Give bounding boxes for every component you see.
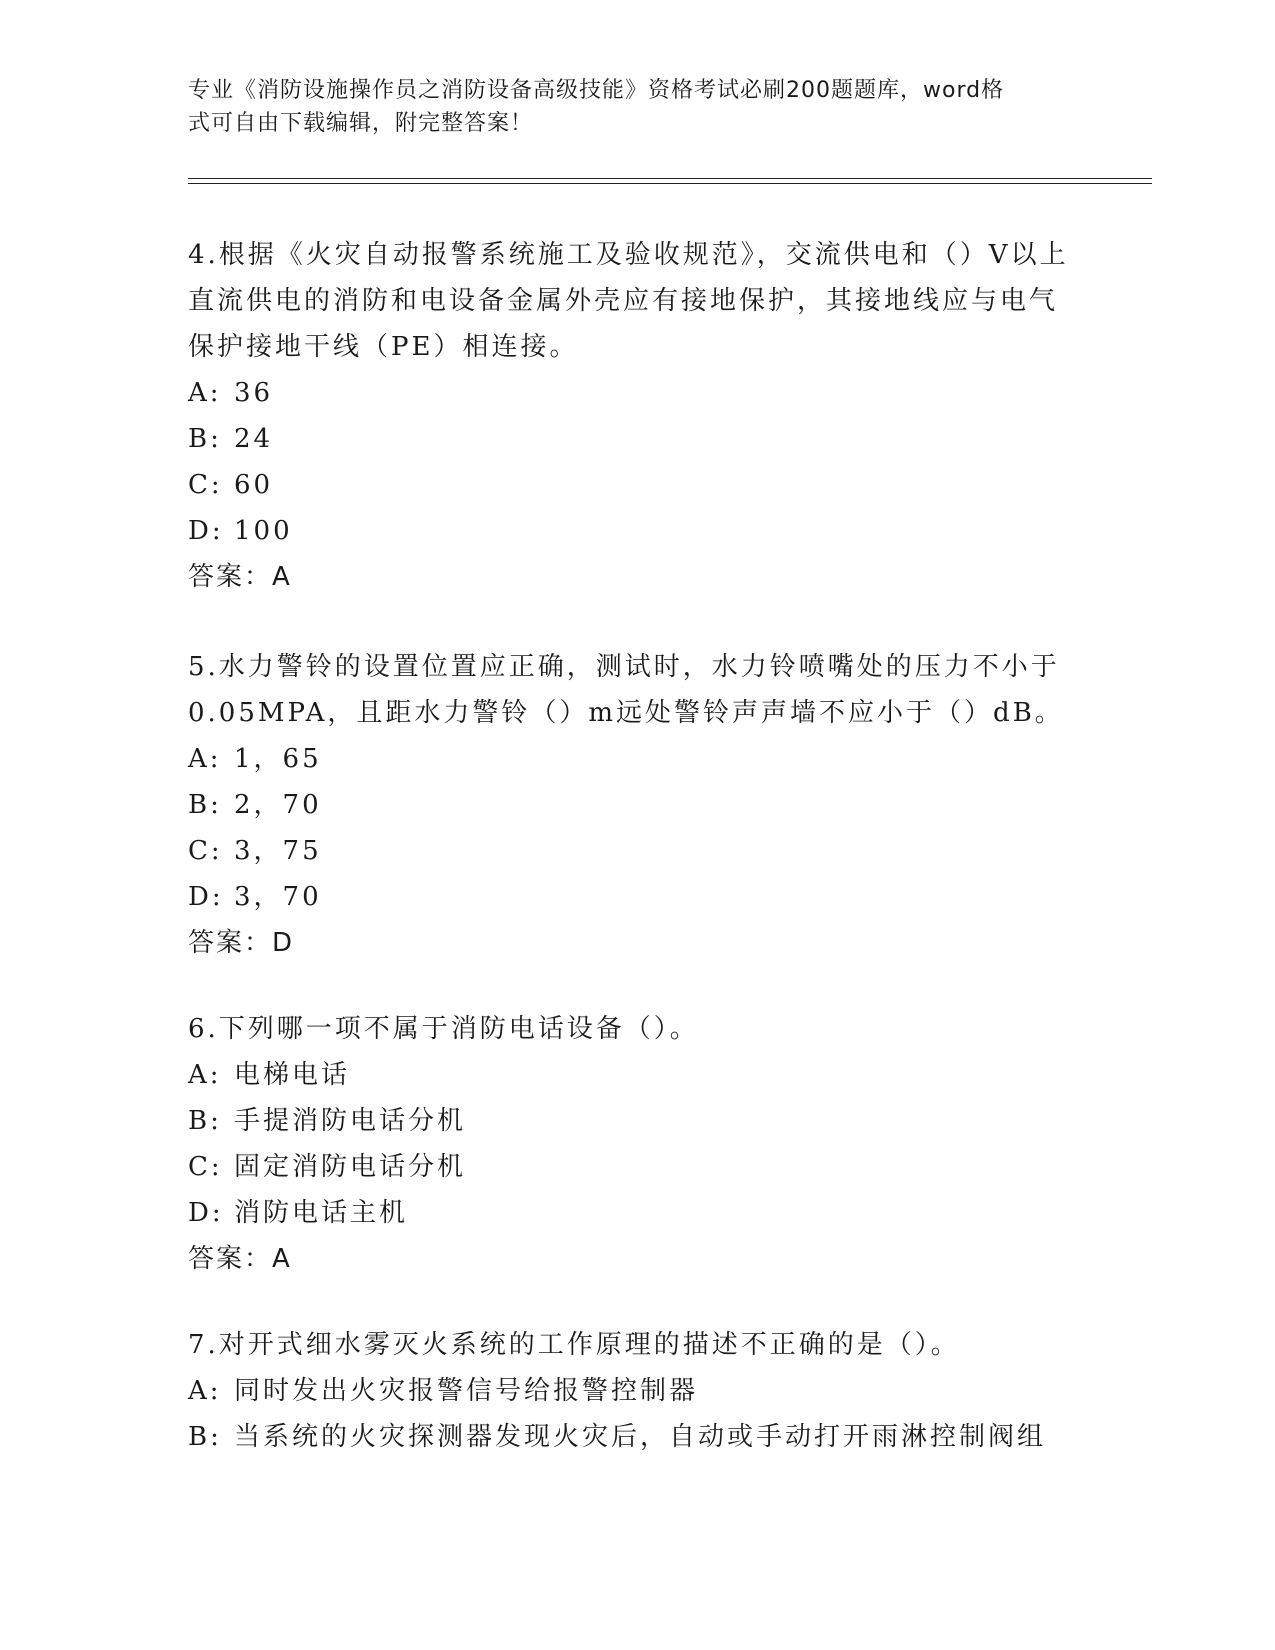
option-key: C: (188, 836, 223, 866)
question-5 (188, 644, 1088, 966)
option-text: 2，70 (234, 790, 322, 820)
document-header (188, 74, 1068, 140)
answer-line: 答案：A (188, 562, 292, 592)
option-d (188, 874, 1088, 920)
question-stem-line: 5.水力警铃的设置位置应正确，测试时，水力铃喷嘴处的压力不小于 (188, 652, 1060, 682)
option-key: D: (188, 516, 224, 546)
option-text: 1，65 (234, 744, 322, 774)
option-c (188, 828, 1088, 874)
option-a (188, 370, 1088, 416)
question-stem-line: 4.根据《火灾自动报警系统施工及验收规范》，交流供电和（）V以上 (188, 240, 1069, 270)
option-text: 当系统的火灾探测器发现火灾后，自动或手动打开雨淋控制阀组 (234, 1422, 1047, 1452)
option-text: 3，70 (234, 882, 322, 912)
option-c (188, 462, 1088, 508)
question-7 (188, 1322, 1088, 1460)
option-b (188, 782, 1088, 828)
option-key: C: (188, 470, 223, 500)
option-key: A: (188, 378, 222, 408)
option-key: D: (188, 1198, 224, 1228)
option-a (188, 1052, 1088, 1098)
option-key: D: (188, 882, 224, 912)
option-c (188, 1144, 1088, 1190)
option-text: 消防电话主机 (234, 1198, 409, 1228)
option-key: A: (188, 1060, 222, 1090)
option-text: 36 (234, 378, 274, 408)
option-key: B: (188, 1422, 222, 1452)
option-a (188, 1368, 1088, 1414)
question-stem-line: 7.对开式细水雾灭火系统的工作原理的描述不正确的是（）。 (188, 1330, 960, 1360)
question-stem-line: 6.下列哪一项不属于消防电话设备（）。 (188, 1014, 699, 1044)
header-line-2: 式可自由下载编辑，附完整答案！ (188, 111, 534, 136)
option-d (188, 508, 1088, 554)
option-a (188, 736, 1088, 782)
header-divider-top (188, 178, 1152, 179)
answer-line: 答案：A (188, 1244, 292, 1274)
answer-line: 答案：D (188, 928, 295, 958)
header-divider-bottom (188, 183, 1152, 184)
option-text: 3，75 (234, 836, 322, 866)
option-text: 60 (234, 470, 274, 500)
question-4 (188, 232, 1088, 600)
option-text: 100 (234, 516, 293, 546)
question-6 (188, 1006, 1088, 1282)
option-key: B: (188, 1106, 222, 1136)
option-d (188, 1190, 1088, 1236)
question-stem-line: 直流供电的消防和电设备金属外壳应有接地保护，其接地线应与电气 (188, 286, 1059, 316)
option-key: A: (188, 744, 222, 774)
option-b (188, 1098, 1088, 1144)
option-text: 电梯电话 (234, 1060, 351, 1090)
option-text: 同时发出火灾报警信号给报警控制器 (234, 1376, 699, 1406)
header-line-1: 专业《消防设施操作员之消防设备高级技能》资格考试必刷200题题库，word格 (188, 78, 1005, 103)
option-text: 固定消防电话分机 (234, 1152, 467, 1182)
option-key: B: (188, 424, 222, 454)
option-text: 24 (234, 424, 274, 454)
option-key: B: (188, 790, 222, 820)
option-text: 手提消防电话分机 (234, 1106, 467, 1136)
question-stem-line: 保护接地干线（PE）相连接。 (188, 332, 579, 362)
question-stem-line: 0.05MPA，且距水力警铃（）m远处警铃声声墙不应小于（）dB。 (188, 698, 1064, 728)
option-key: A: (188, 1376, 222, 1406)
option-b (188, 416, 1088, 462)
option-b (188, 1414, 1088, 1460)
option-key: C: (188, 1152, 223, 1182)
